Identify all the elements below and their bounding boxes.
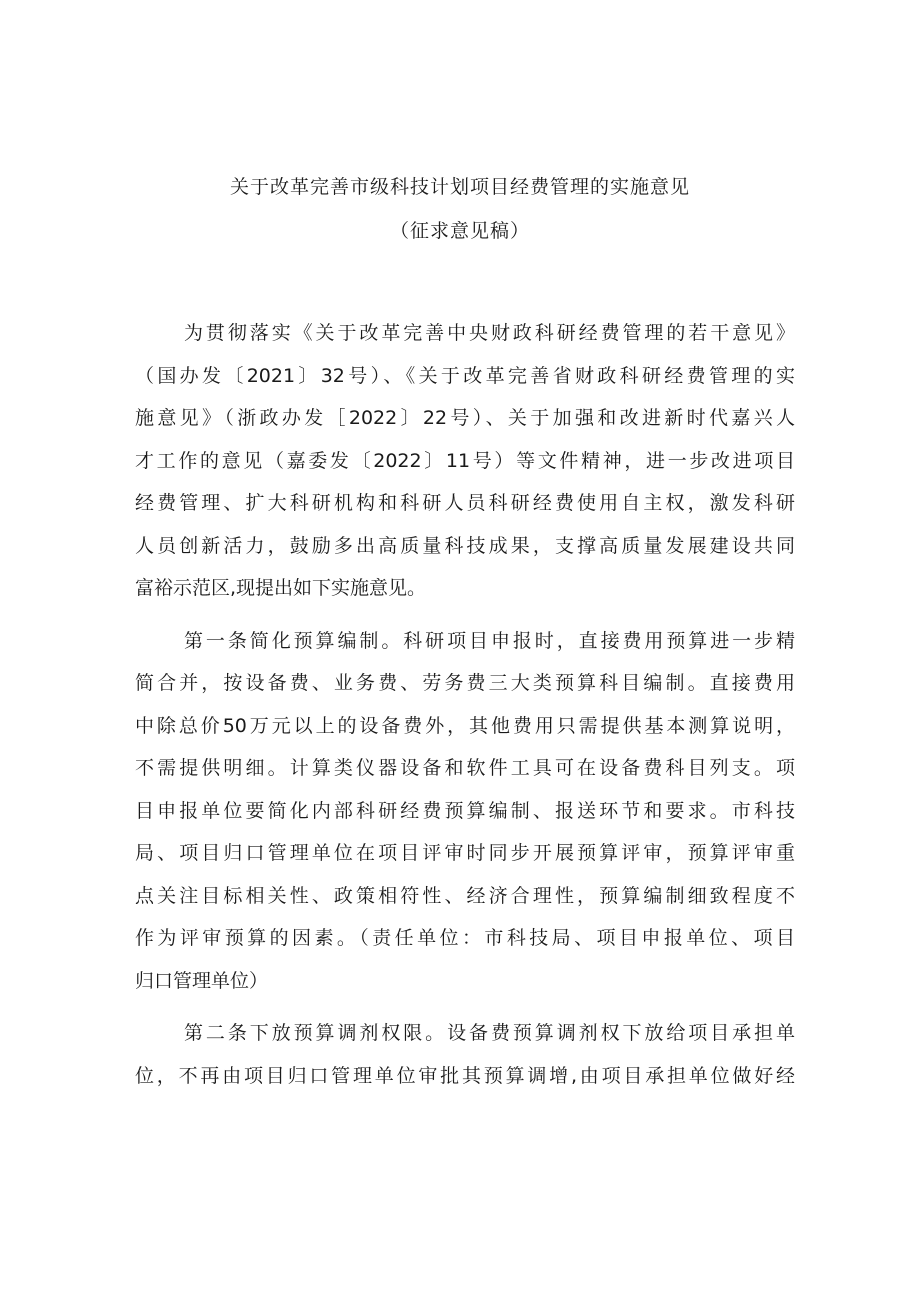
body-line: 第一条简化预算编制。科研项目申报时，直接费用预算进一步精: [184, 629, 795, 652]
body-line: 点关注目标相关性、政策相符性、经济合理性，预算编制细致程度不: [135, 884, 795, 907]
body-line: 局、项目归口管理单位在项目评审时同步开展预算评审，预算评审重: [135, 842, 795, 864]
body-line: 作为评审预算的因素。（责任单位：市科技局、项目申报单位、项目: [135, 927, 795, 949]
body-line: 第二条下放预算调剂权限。设备费预算调剂权下放给项目承担单: [184, 1022, 795, 1044]
body-line: 施意见》（浙政办发［2022〕22号）、关于加强和改进新时代嘉兴人: [135, 407, 795, 429]
body-line: 人员创新活力，鼓励多出高质量科技成果，支撑高质量发展建设共同: [135, 534, 795, 557]
document-title: 关于改革完善市级科技计划项目经费管理的实施意见: [229, 176, 690, 198]
document-body: [135, 312, 795, 1097]
body-line: 中除总价50万元以上的设备费外，其他费用只需提供基本测算说明，: [135, 714, 795, 737]
body-line: （国办发〔2021〕32号）、《关于改革完善省财政科研经费管理的实: [135, 364, 795, 387]
body-line: 目申报单位要简化内部科研经费预算编制、报送环节和要求。市科技: [135, 799, 795, 822]
body-line: 才工作的意见（嘉委发〔2022〕11号）等文件精神，进一步改进项目: [135, 449, 795, 472]
body-line: 富裕示范区,现提出如下实施意见。: [135, 577, 427, 599]
document-subtitle: （征求意见稿）: [389, 220, 530, 242]
body-line: 位，不再由项目归口管理单位审批其预算调增,由项目承担单位做好经: [135, 1064, 795, 1087]
body-line: 简合并，按设备费、业务费、劳务费三大类预算科目编制。直接费用: [135, 672, 795, 694]
body-line: 不需提供明细。计算类仪器设备和软件工具可在设备费科目列支。项: [135, 757, 795, 779]
body-line: 归口管理单位）: [135, 969, 269, 992]
body-line: 为贯彻落实《关于改革完善中央财政科研经费管理的若干意见》: [184, 322, 795, 344]
body-line: 经费管理、扩大科研机构和科研人员科研经费使用自主权，激发科研: [135, 492, 795, 514]
